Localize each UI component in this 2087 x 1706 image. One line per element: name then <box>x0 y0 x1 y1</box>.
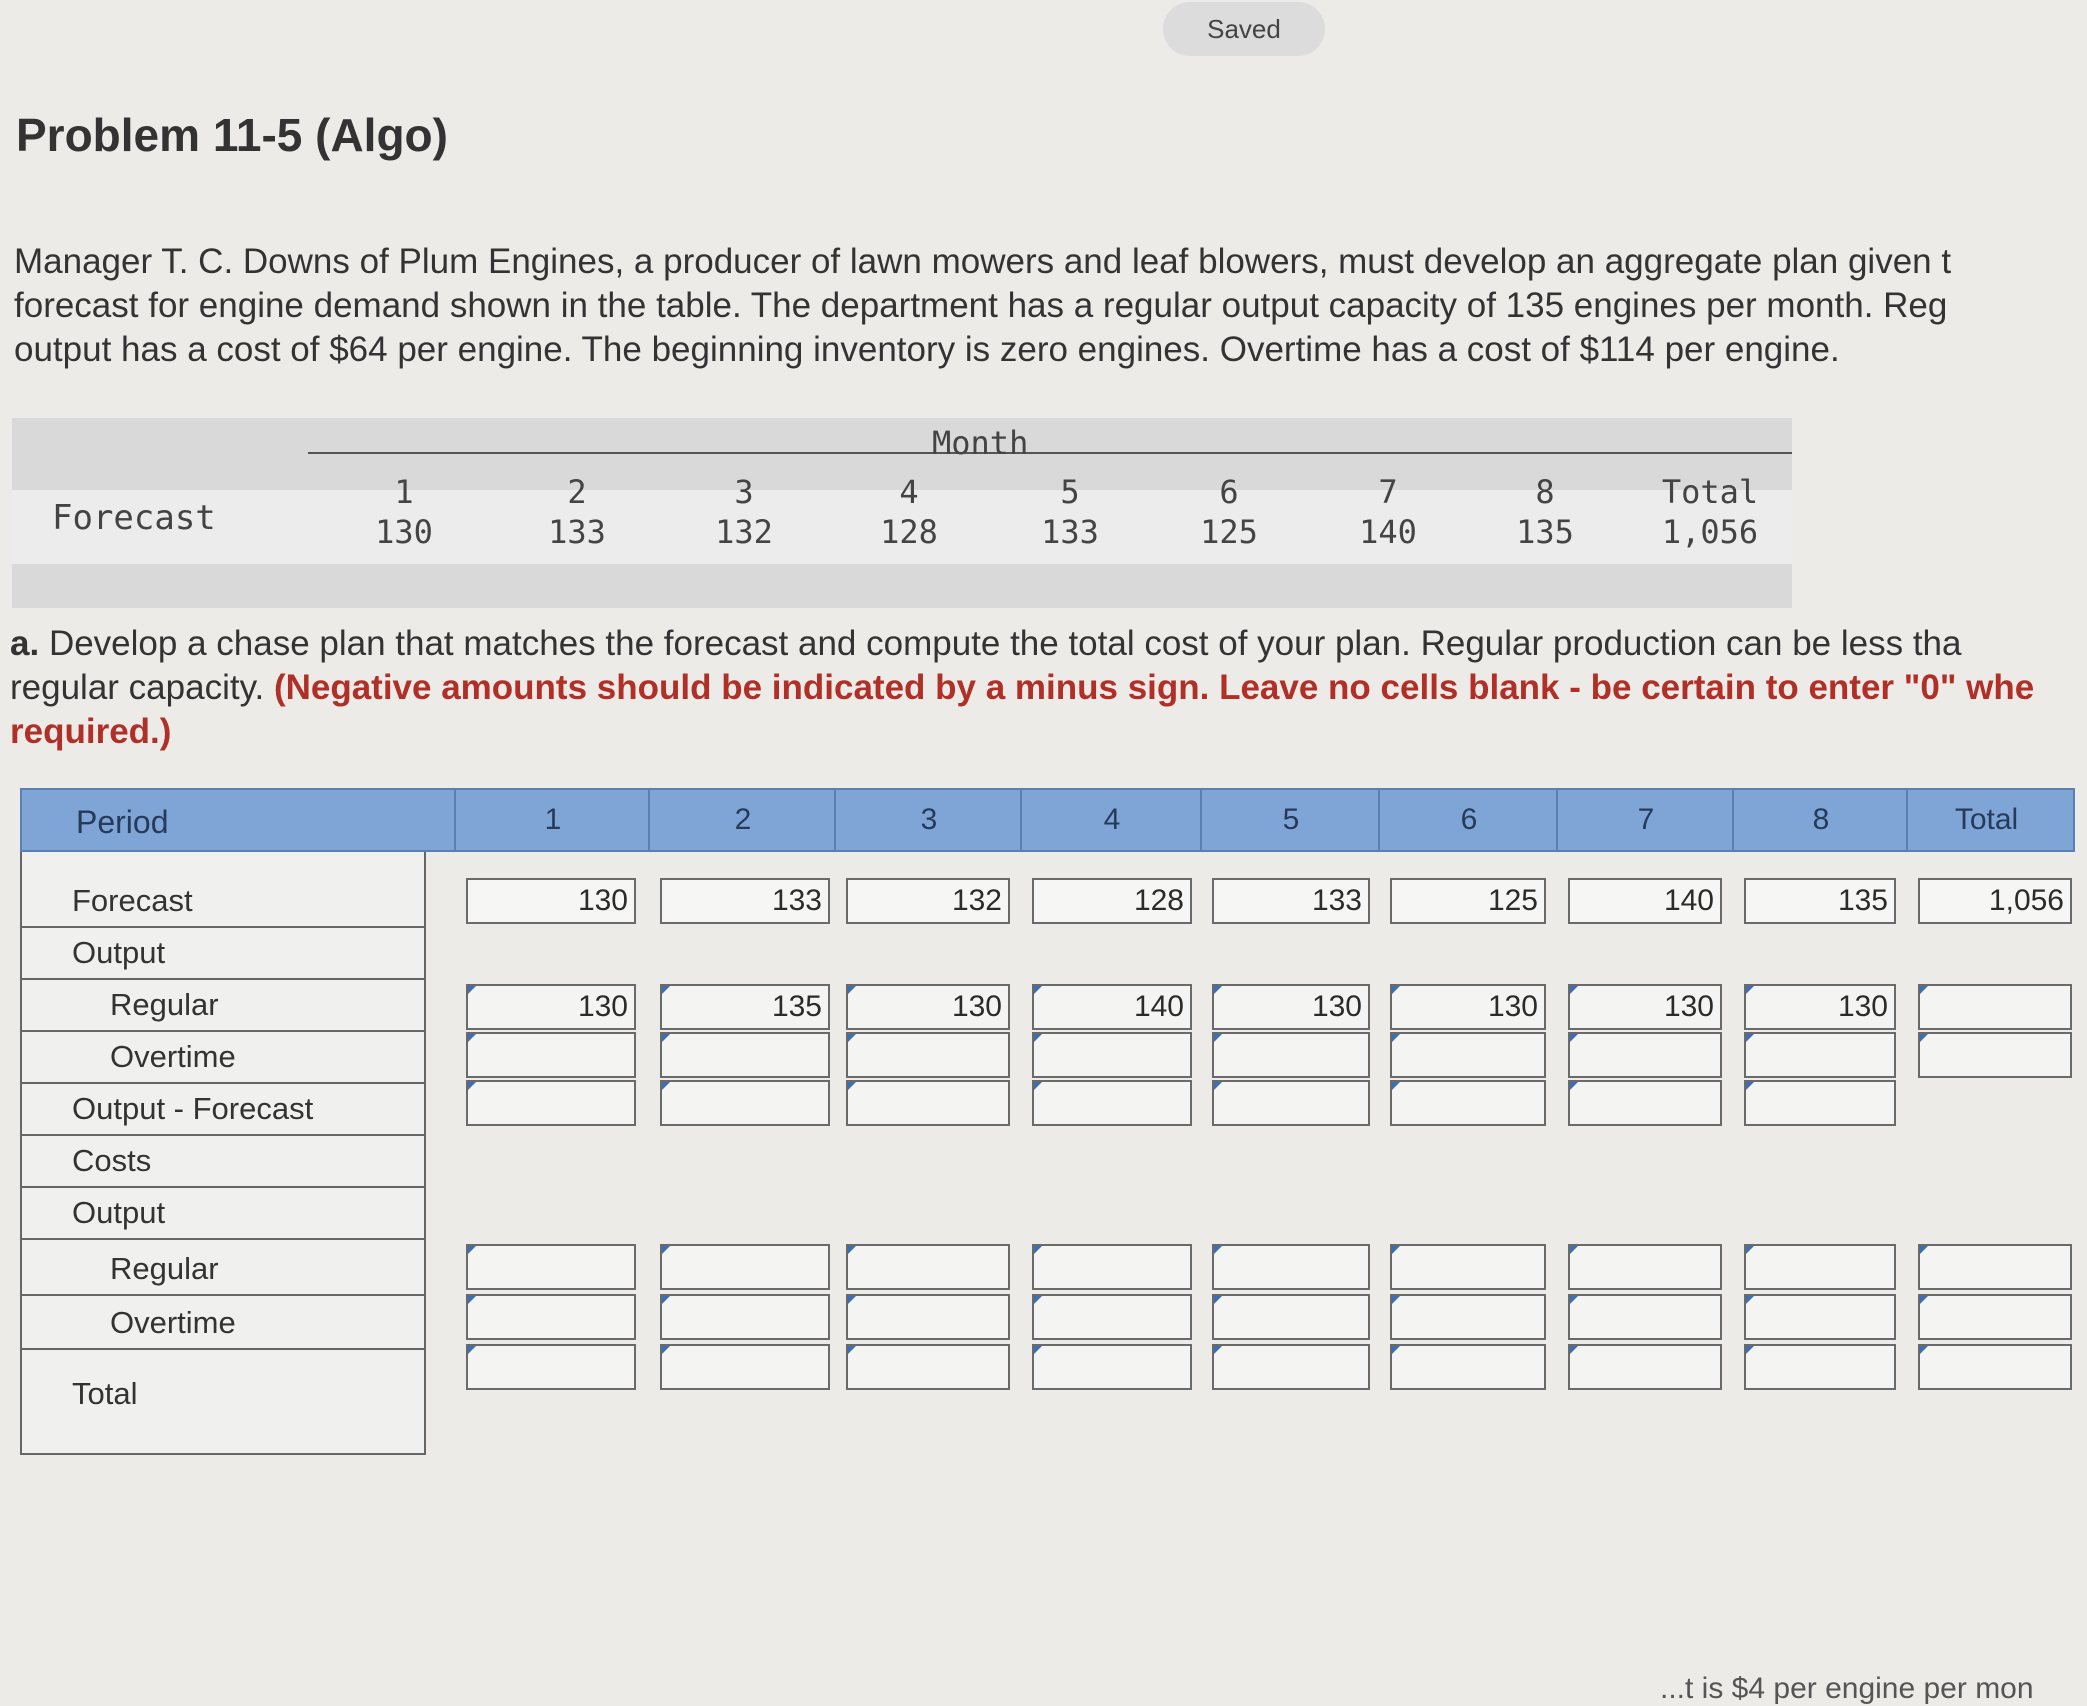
period-label: Period <box>76 804 169 840</box>
month-header-rule <box>308 452 1792 454</box>
forecast-cell: 128 <box>1032 878 1192 924</box>
period-header-6: 6 <box>1378 788 1558 852</box>
total-cost-input[interactable] <box>660 1344 830 1390</box>
part-a-line-2: regular capacity. <box>10 668 265 707</box>
period-header-total: Total <box>1906 788 2065 852</box>
period-header-1: 1 <box>454 788 650 852</box>
regular-output-input[interactable]: 130 <box>466 984 636 1030</box>
forecast-cell: 130 <box>466 878 636 924</box>
overtime-output-input[interactable] <box>660 1032 830 1078</box>
overtime-output-input[interactable] <box>466 1032 636 1078</box>
output-minus-forecast-input[interactable] <box>1568 1080 1722 1126</box>
overtime-cost-input[interactable] <box>846 1294 1010 1340</box>
regular-output-input[interactable]: 130 <box>1212 984 1370 1030</box>
total-cost-input[interactable] <box>1568 1344 1722 1390</box>
part-a-line-1: Develop a chase plan that matches the forecast and compute the total cost of your plan. Regular production can be less tha <box>48 624 1962 663</box>
regular-cost-input[interactable] <box>1918 1244 2072 1290</box>
regular-cost-input[interactable] <box>846 1244 1010 1290</box>
overtime-cost-input[interactable] <box>466 1294 636 1340</box>
part-a-warning-end: required.) <box>10 712 172 751</box>
regular-cost-input[interactable] <box>466 1244 636 1290</box>
regular-output-input[interactable]: 130 <box>1744 984 1896 1030</box>
cut-off-footer-text: ...t is $4 per engine per mon <box>1660 1672 2034 1705</box>
output-minus-forecast-input[interactable] <box>466 1080 636 1126</box>
forecast-month-col: 3 132 <box>715 473 773 551</box>
forecast-month-col: 8 135 <box>1516 473 1574 551</box>
total-cost-input[interactable] <box>846 1344 1010 1390</box>
period-header-3: 3 <box>834 788 1022 852</box>
month-header: Month <box>932 424 1029 462</box>
total-cost-input[interactable] <box>1918 1344 2072 1390</box>
part-a-warning: (Negative amounts should be indicated by a minus sign. Leave no cells blank - be certain to enter "0" whe <box>273 668 2035 707</box>
total-cost-input[interactable] <box>1032 1344 1192 1390</box>
overtime-output-input[interactable] <box>1032 1032 1192 1078</box>
row-label-overtime: Overtime <box>20 1032 424 1084</box>
regular-output-input[interactable]: 130 <box>1568 984 1722 1030</box>
total-cost-input[interactable] <box>466 1344 636 1390</box>
row-label-cost-output: Output <box>20 1188 424 1240</box>
output-minus-forecast-input[interactable] <box>1212 1080 1370 1126</box>
total-cost-input[interactable] <box>1744 1344 1896 1390</box>
regular-output-input[interactable]: 130 <box>846 984 1010 1030</box>
output-minus-forecast-input[interactable] <box>1744 1080 1896 1126</box>
overtime-output-input[interactable] <box>1390 1032 1546 1078</box>
overtime-output-input[interactable] <box>1744 1032 1896 1078</box>
regular-output-input[interactable]: 135 <box>660 984 830 1030</box>
overtime-cost-input[interactable] <box>1032 1294 1192 1340</box>
forecast-cell: 133 <box>1212 878 1370 924</box>
forecast-month-col: 5 133 <box>1041 473 1099 551</box>
overtime-cost-input[interactable] <box>1918 1294 2072 1340</box>
chase-plan-grid <box>20 788 2075 1453</box>
problem-title: Problem 11-5 (Algo) <box>16 109 448 161</box>
forecast-cell: 140 <box>1568 878 1722 924</box>
forecast-cell: 133 <box>660 878 830 924</box>
row-label-cost-overtime: Overtime <box>20 1298 424 1350</box>
forecast-month-col: 1 130 <box>375 473 433 551</box>
period-header-5: 5 <box>1200 788 1380 852</box>
period-header-8: 8 <box>1732 788 1908 852</box>
overtime-cost-input[interactable] <box>660 1294 830 1340</box>
output-minus-forecast-input[interactable] <box>846 1080 1010 1126</box>
regular-cost-input[interactable] <box>1390 1244 1546 1290</box>
output-minus-forecast-input[interactable] <box>1032 1080 1192 1126</box>
output-minus-forecast-input[interactable] <box>660 1080 830 1126</box>
overtime-output-input[interactable] <box>1568 1032 1722 1078</box>
row-label-output-minus-forecast: Output - Forecast <box>20 1084 424 1136</box>
forecast-cell: 132 <box>846 878 1010 924</box>
overtime-output-input[interactable] <box>1212 1032 1370 1078</box>
forecast-month-col: 6 125 <box>1200 473 1258 551</box>
forecast-total-cell: 1,056 <box>1918 878 2072 924</box>
regular-cost-input[interactable] <box>1212 1244 1370 1290</box>
row-label-forecast: Forecast <box>20 876 424 928</box>
intro-line-1: Manager T. C. Downs of Plum Engines, a producer of lawn mowers and leaf blowers, must develop an aggregate plan given t <box>14 242 1952 281</box>
forecast-month-col: 7 140 <box>1359 473 1417 551</box>
regular-output-input[interactable]: 140 <box>1032 984 1192 1030</box>
forecast-total-col: Total 1,056 <box>1661 473 1759 551</box>
regular-cost-input[interactable] <box>660 1244 830 1290</box>
forecast-row-label: Forecast <box>52 498 216 538</box>
overtime-output-total-input[interactable] <box>1918 1032 2072 1078</box>
forecast-data-table <box>12 418 1792 608</box>
output-minus-forecast-input[interactable] <box>1390 1080 1546 1126</box>
saved-status-badge: Saved <box>1163 2 1325 56</box>
intro-line-2: forecast for engine demand shown in the table. The department has a regular output capacity of 135 engines per month. Reg <box>14 286 1948 325</box>
forecast-cell: 135 <box>1744 878 1896 924</box>
period-header-2: 2 <box>648 788 836 852</box>
regular-output-input[interactable]: 130 <box>1390 984 1546 1030</box>
row-label-cost-regular: Regular <box>20 1244 424 1296</box>
regular-cost-input[interactable] <box>1032 1244 1192 1290</box>
period-header-7: 7 <box>1556 788 1734 852</box>
row-label-costs: Costs <box>20 1136 424 1188</box>
forecast-month-col: 4 128 <box>880 473 938 551</box>
period-header-4: 4 <box>1020 788 1202 852</box>
row-label-output: Output <box>20 928 424 980</box>
overtime-cost-input[interactable] <box>1390 1294 1546 1340</box>
overtime-cost-input[interactable] <box>1212 1294 1370 1340</box>
overtime-cost-input[interactable] <box>1744 1294 1896 1340</box>
part-a-instructions <box>10 622 2080 754</box>
forecast-cell: 125 <box>1390 878 1546 924</box>
total-cost-input[interactable] <box>1212 1344 1370 1390</box>
regular-cost-input[interactable] <box>1568 1244 1722 1290</box>
overtime-cost-input[interactable] <box>1568 1294 1722 1340</box>
part-a-lead: a. <box>10 624 40 663</box>
regular-output-total-input[interactable] <box>1918 984 2072 1030</box>
forecast-month-col: 2 133 <box>548 473 606 551</box>
intro-line-3: output has a cost of $64 per engine. The beginning inventory is zero engines. Overtime has a cost of $114 per engine. <box>14 330 1840 369</box>
row-label-regular: Regular <box>20 980 424 1032</box>
problem-intro <box>14 240 2074 372</box>
regular-cost-input[interactable] <box>1744 1244 1896 1290</box>
row-label-total: Total <box>72 1376 138 1411</box>
total-cost-input[interactable] <box>1390 1344 1546 1390</box>
overtime-output-input[interactable] <box>846 1032 1010 1078</box>
